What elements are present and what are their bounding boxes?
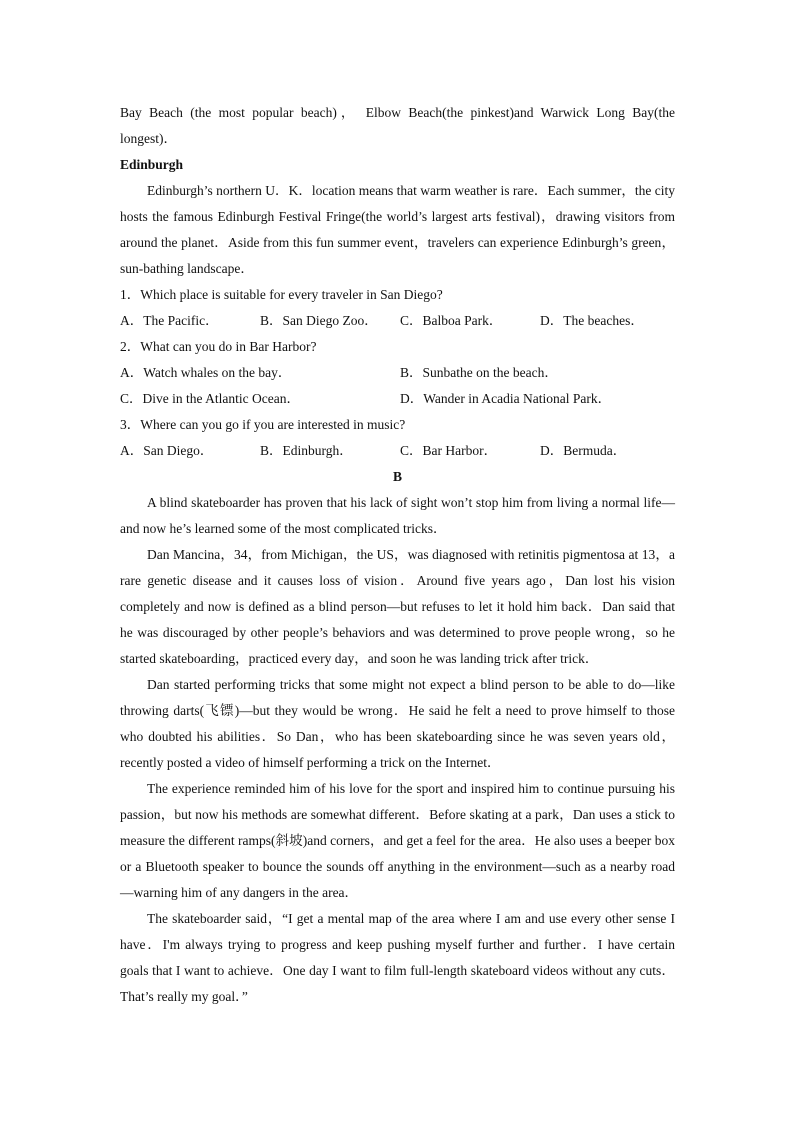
question-3-stem: 3．Where can you go if you are interested in music?	[120, 417, 406, 432]
question-3-option-c: C．Bar Harbor．	[400, 443, 498, 458]
section-b-paragraph-1: A blind skateboarder has proven that his lack of sight won’t stop him from living a normal life—and now he’s learned some of the most complicated tricks．	[120, 495, 675, 536]
question-3-options	[120, 438, 675, 464]
section-b-label: B	[392, 469, 402, 484]
question-2-option-a: A．Watch whales on the bay．	[120, 365, 292, 380]
question-1-option-b: B．San Diego Zoo．	[260, 313, 378, 328]
question-3-option-d: D．Bermuda．	[540, 443, 627, 458]
question-1-option-a: A．The Pacific．	[120, 313, 219, 328]
question-1-option-d: D．The beaches．	[540, 313, 644, 328]
document-page	[120, 100, 675, 1010]
question-2-option-d: D．Wander in Acadia National Park．	[400, 391, 612, 406]
question-3-option-a: A．San Diego．	[120, 443, 214, 458]
edinburgh-paragraph: Edinburgh’s northern U．K．location means that warm weather is rare．Each summer，the city hosts the famous Edinburgh Festival Fringe(the world’s largest arts festival)，drawing visitors from around the planet．Aside from this fun summer event，travelers can experience Edinburgh’s green，sun-bathing landscape．	[120, 183, 675, 276]
question-1-option-c: C．Balboa Park．	[400, 313, 503, 328]
question-2-stem: 2．What can you do in Bar Harbor?	[120, 339, 317, 354]
question-2-option-b: B．Sunbathe on the beach．	[400, 365, 558, 380]
section-b-paragraph-3: Dan started performing tricks that some might not expect a blind person to be able to do—like throwing darts(飞镖)—but they would be wrong．He said he felt a need to prove himself to those who doubted his abilities．So Dan，who has been skateboarding since he was seven years old，recently posted a video of himself performing a trick on the Internet．	[120, 677, 675, 770]
continued-paragraph: Bay Beach (the most popular beach)， Elbow Beach(the pinkest)and Warwick Long Bay(the longest)．	[120, 105, 675, 146]
section-b-paragraph-4: The experience reminded him of his love for the sport and inspired him to continue pursuing his passion，but now his methods are somewhat different．Before skating at a park，Dan uses a stick to measure the different ramps(斜坡)and corners，and get a feel for the area．He also uses a beeper box or a Bluetooth speaker to bounce the sounds off anything in the environment—such as a nearby road—warning him of any dangers in the area．	[120, 781, 675, 900]
section-b-paragraph-5: The skateboarder said，“I get a mental map of the area where I am and use every other sense I have．I'm always trying to progress and keep pushing myself further and further．I have certain goals that I want to achieve．One day I want to film full-length skateboard videos without any cuts．That’s really my goal．”	[120, 911, 675, 1004]
section-b-paragraph-2: Dan Mancina，34，from Michigan，the US，was diagnosed with retinitis pigmentosa at 13，a rare genetic disease and it causes loss of vision．Around five years ago，Dan lost his vision completely and now is defined as a blind person—but refuses to let it hold him back．Dan said that he was discouraged by other people’s behaviors and was determined to prove people wrong，so he started skateboarding，practiced every day，and soon he was landing trick after trick．	[120, 547, 675, 666]
question-1-options	[120, 308, 675, 334]
question-2-options	[120, 360, 675, 412]
question-3-option-b: B．Edinburgh．	[260, 443, 353, 458]
question-2-option-c: C．Dive in the Atlantic Ocean．	[120, 391, 300, 406]
edinburgh-heading: Edinburgh	[120, 157, 184, 172]
question-1-stem: 1．Which place is suitable for every traveler in San Diego?	[120, 287, 443, 302]
